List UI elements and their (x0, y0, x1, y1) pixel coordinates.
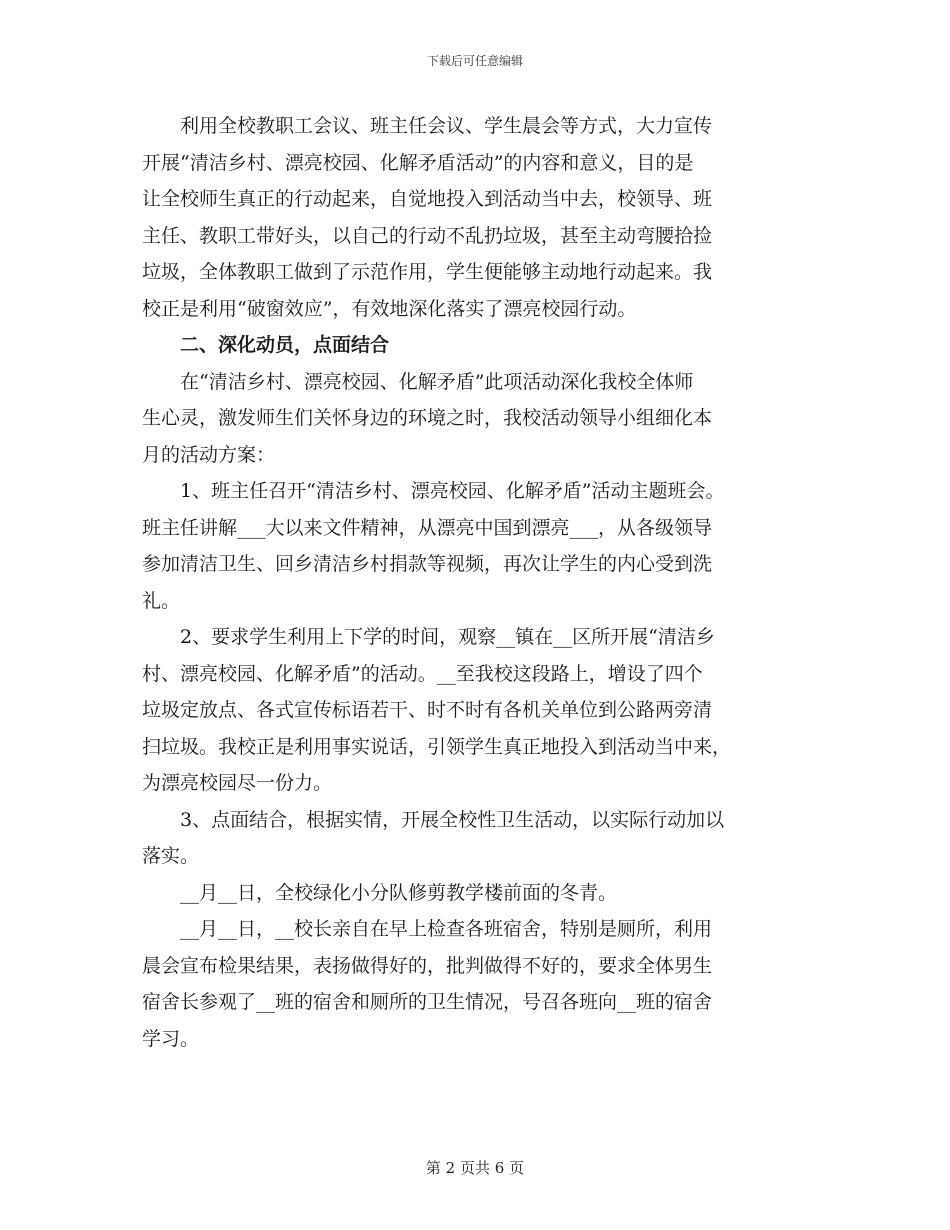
text-line: 开展“清洁乡村、漂亮校园、化解矛盾活动”的内容和意义，目的是 (142, 151, 694, 174)
paragraph-7 (142, 911, 822, 1057)
page-header: 下载后可任意编辑 (426, 54, 523, 68)
text-line: 宿舍长参观了__班的宿舍和厕所的卫生情况，号召各班向__班的宿舍 (142, 991, 713, 1013)
paragraph-4 (142, 619, 822, 802)
text-line: 校正是利用“破窗效应”，有效地深化落实了漂亮校园行动。 (142, 297, 637, 320)
paragraph-1 (142, 108, 822, 327)
page-footer: 第 2 页共 6 页 (425, 1159, 525, 1177)
text-line: 在“清洁乡村、漂亮校园、化解矛盾”此项活动深化我校全体师 (180, 370, 694, 393)
text-line: 2、要求学生利用上下学的时间，观察__镇在__区所开展“清洁乡 (180, 626, 715, 648)
paragraph-2 (142, 364, 822, 474)
text-line: 村、漂亮校园、化解矛盾”的活动。__至我校这段路上，增设了四个 (142, 662, 703, 685)
text-line: 为漂亮校园尽一份力。 (142, 772, 333, 794)
text-line: 参加清洁卫生、回乡清洁乡村捐款等视频，再次让学生的内心受到洗 (142, 553, 713, 575)
text-line: 让全校师生真正的行动起来，自觉地投入到活动当中去，校领导、班 (142, 188, 713, 210)
section-heading: 二、深化动员，点面结合 (180, 334, 390, 356)
text-line: 班主任讲解___大以来文件精神，从漂亮中国到漂亮___，从各级领导 (142, 516, 713, 539)
text-line: 1、班主任召开“清洁乡村、漂亮校园、化解矛盾”活动主题班会。 (180, 480, 725, 502)
text-line: 落实。 (142, 845, 200, 867)
document-body (142, 108, 822, 1057)
text-line: __月__日，__校长亲自在早上检查各班宿舍，特别是厕所，利用 (180, 918, 713, 940)
text-line: 垃圾，全体教职工做到了示范作用，学生便能够主动地行动起来。我 (142, 261, 713, 283)
text-line: 学习。 (142, 1027, 200, 1050)
text-line: 礼。 (142, 589, 181, 612)
paragraph-3 (142, 473, 822, 619)
text-line: 月的活动方案： (142, 443, 276, 466)
text-line: 扫垃圾。我校正是利用事实说话，引领学生真正地投入到活动当中来， (142, 735, 732, 758)
text-line: 生心灵，激发师生们关怀身边的环境之时，我校活动领导小组细化本 (142, 407, 713, 429)
text-line: 晨会宣布检果结果，表扬做得好的，批判做得不好的，要求全体男生 (142, 954, 713, 977)
text-line: 主任、教职工带好头，以自己的行动不乱扔垃圾，甚至主动弯腰拾捡 (142, 224, 713, 247)
text-line: __月__日，全校绿化小分队修剪教学楼前面的冬青。 (180, 881, 618, 904)
text-line: 垃圾定放点、各式宣传标语若干、时不时有各机关单位到公路两旁清 (142, 699, 713, 721)
paragraph-6 (142, 875, 822, 912)
text-line: 利用全校教职工会议、班主任会议、学生晨会等方式，大力宣传 (180, 115, 713, 137)
text-line: 3、点面结合，根据实情，开展全校性卫生活动，以实际行动加以 (180, 808, 725, 831)
paragraph-5 (142, 802, 822, 875)
